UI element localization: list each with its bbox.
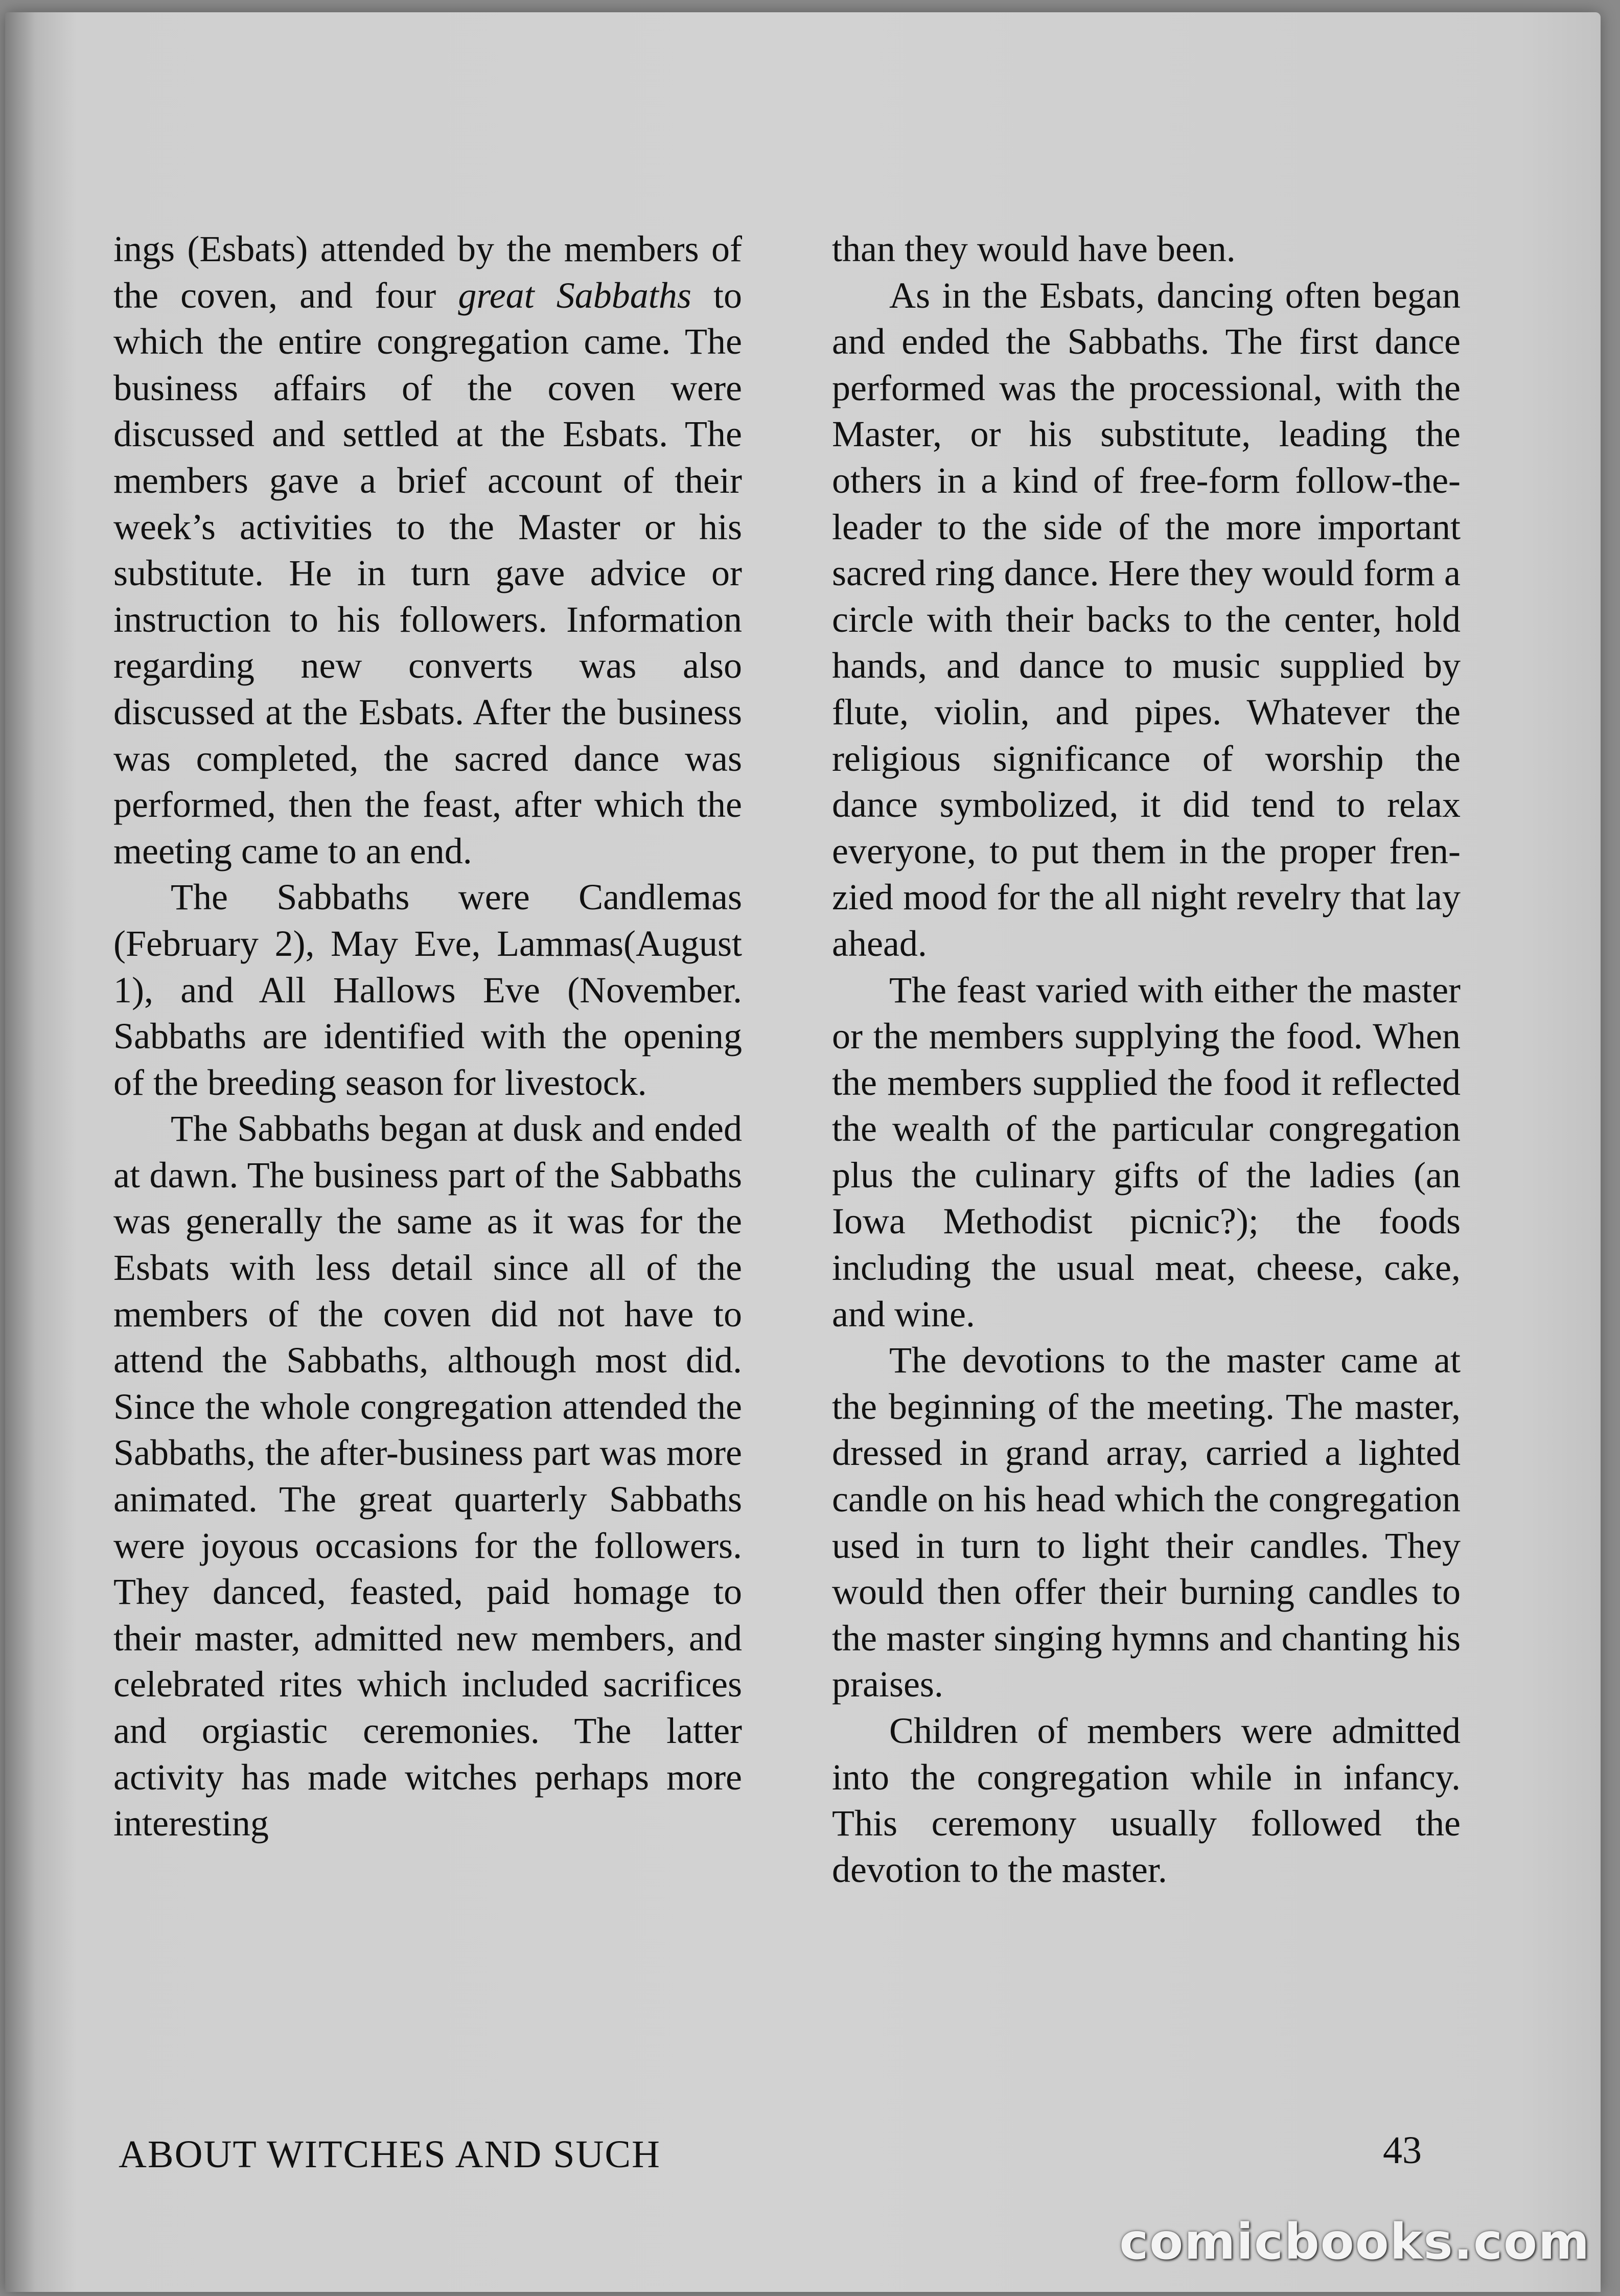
running-footer-title: ABOUT WITCHES AND SUCH: [119, 2133, 661, 2176]
paragraph: The Sabbaths began at dusk and ended at dawn. The business part of the Sabbaths was generally the same as it was for the Esbats with less detail since all of the members of the coven did not have to attend the Sabbaths, although most did. Since the whole congregation attended the Sabbaths, the after-business part was more animated. The great quarterly Sabbaths were joyous occasions for the followers. They danced, feasted, paid homage to their master, admitted new members, and celebrated rites which included sacrifices and orgiastic ceremonies. The latter activity has made witches perhaps more interesting: [113, 1108, 742, 1844]
paragraph: The Sabbaths were Candlemas (February 2), May Eve, Lammas(August 1), and All Hallows Eve (November. Sabbaths are identified with the opening of the breeding season for livestock.: [113, 877, 742, 1103]
emphasis-text: great Sabbaths: [458, 274, 691, 316]
left-column: [113, 226, 742, 1847]
paragraph: The feast varied with either the master or the members supplying the food. When the members supplied the food it reflected the wealth of the particular congregation plus the culinary gifts of the ladies (an Iowa Methodist picnic?); the foods including the usual meat, cheese, cake, and wine.: [832, 969, 1461, 1335]
paragraph: than they would have been.: [832, 228, 1236, 269]
paragraph: The devotions to the master came at the beginning of the meeting. The master, dressed in grand array, carried a lighted candle on his head which the congregation used in turn to light their candles. They would then offer their burning candles to the master singing hymns and chanting his praises.: [832, 1340, 1461, 1705]
paragraph: Children of members were admitted into the congregation while in infancy. This ceremony usually followed the devotion to the master.: [832, 1710, 1461, 1890]
paragraph: [113, 226, 742, 874]
right-column: [832, 226, 1461, 1893]
book-page: [5, 12, 1601, 2292]
paragraph-text: ings (Esbats) attended by the members of the coven, and four: [113, 228, 742, 316]
page-number: 43: [1383, 2129, 1422, 2172]
paragraph: As in the Esbats, dancing often began and ended the Sabbaths. The first dance performed was the processional, with the Master, or his substitute, leading the others in a kind of free-form follow-the-leader to the side of the more important sacred ring dance. Here they would form a circle with their backs to the center, hold hands, and dance to music supplied by flute, violin, and pipes. Whatever the religious significance of worship the dance symbolized, it did tend to relax everyone, to put them in the proper frenzied mood for the all night revelry that lay ahead.: [832, 274, 1461, 964]
paragraph-text: to which the entire congregation came. The business affairs of the coven were discussed and settled at the Esbats. The members gave a brief account of their week’s activities to the Master or his substitute. He in turn gave advice or instruction to his followers. Information regarding new converts was also discussed at the Esbats. After the business was completed, the sacred dance was performed, then the feast, after which the meeting came to an end.: [113, 274, 742, 871]
watermark-logo: comicbooks.com: [1119, 2213, 1590, 2270]
